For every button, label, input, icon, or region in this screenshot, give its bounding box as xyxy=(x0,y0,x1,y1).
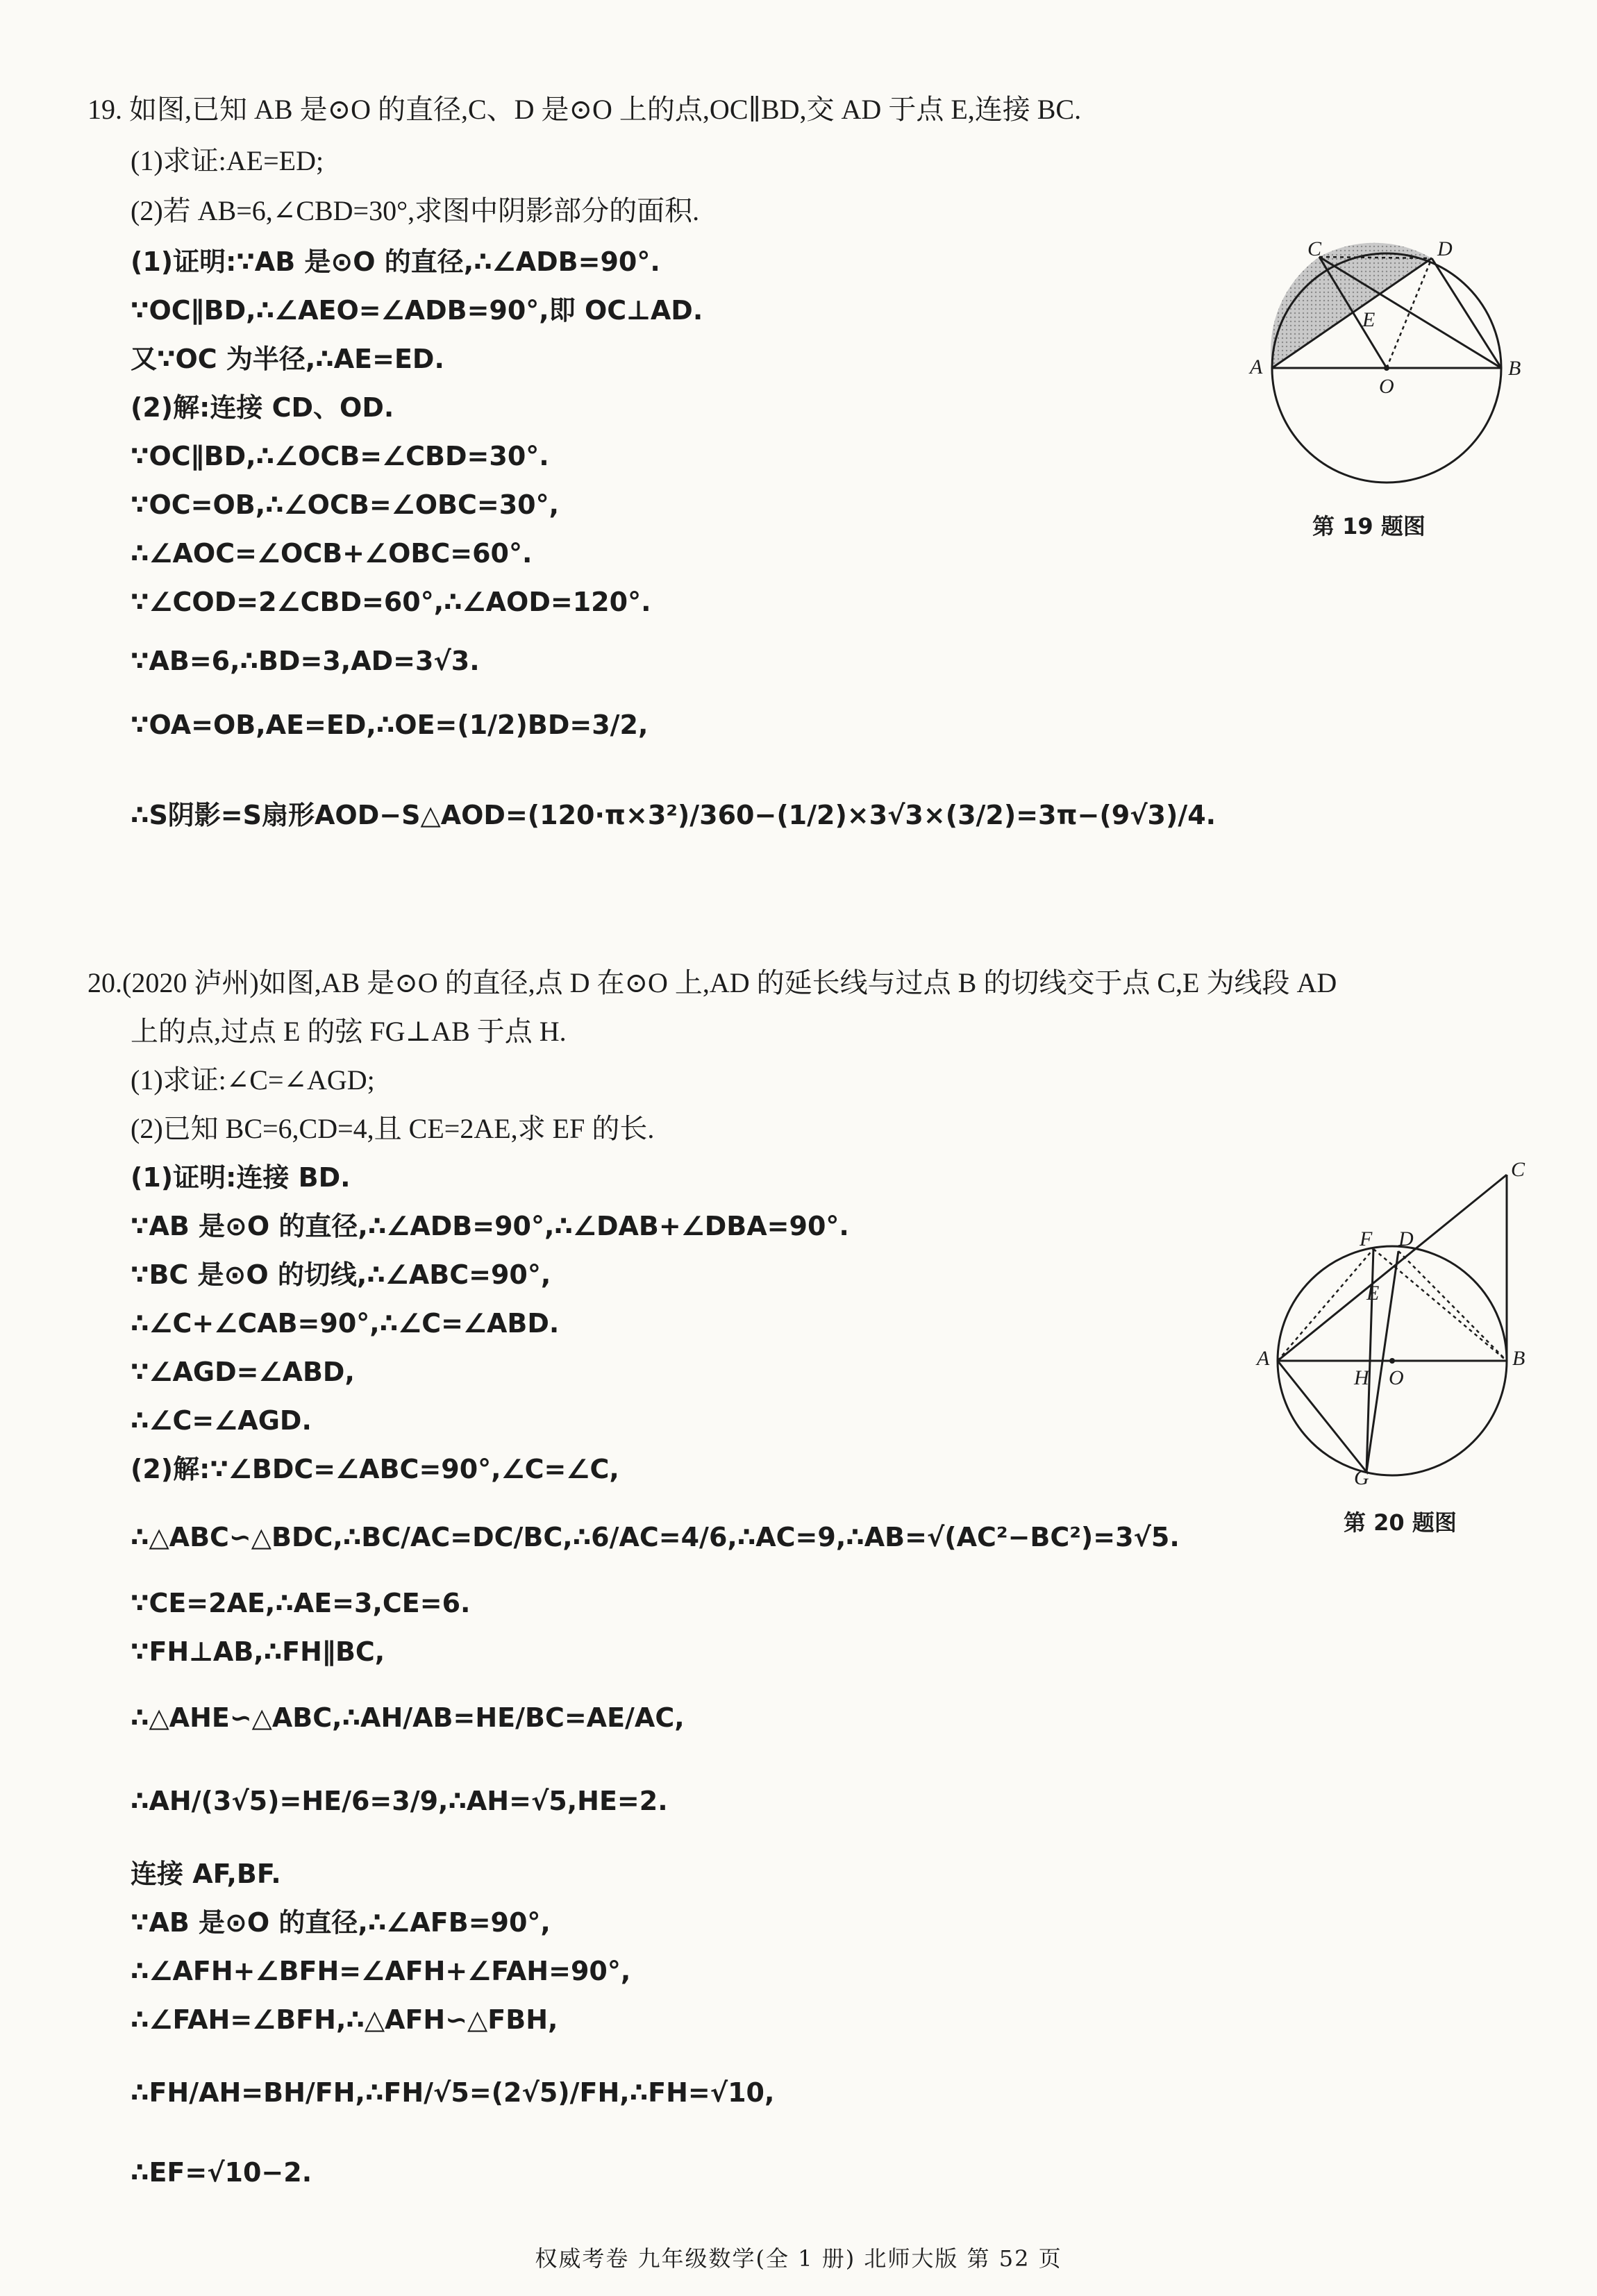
p20-figure-caption: 第 20 题图 xyxy=(1344,1509,1457,1536)
p20-sol-line: (1)证明:连接 BD. xyxy=(131,1162,351,1193)
p19-sol-line: (2)解:连接 CD、OD. xyxy=(131,392,394,423)
p20-sol-line: ∴FH/AH=BH/FH,∴FH/√5=(2√5)/FH,∴FH=√10, xyxy=(131,2077,775,2108)
p19-part-2: (2)若 AB=6,∠CBD=30°,求图中阴影部分的面积. xyxy=(131,195,700,226)
p20-part-2: (2)已知 BC=6,CD=4,且 CE=2AE,求 EF 的长. xyxy=(131,1113,655,1144)
label-d: D xyxy=(1437,237,1453,260)
p20-sol-line: ∵AB 是⊙O 的直径,∴∠ADB=90°,∴∠DAB+∠DBA=90°. xyxy=(131,1211,849,1241)
p19-sol-line: ∴S阴影=S扇形AOD−S△AOD=(120·π×3²)/360−(1/2)×3√3×(3/2)=3π−(9√3)/4. xyxy=(131,800,1216,830)
p19-sol-line: ∴∠AOC=∠OCB+∠OBC=60°. xyxy=(131,538,533,569)
p19-figure xyxy=(1243,236,1521,500)
p20-figure xyxy=(1250,1153,1541,1486)
p19-sol-line: ∵OC∥BD,∴∠AEO=∠ADB=90°,即 OC⊥AD. xyxy=(131,295,703,326)
p19-sol-line: ∵AB=6,∴BD=3,AD=3√3. xyxy=(131,646,480,676)
label-f: F xyxy=(1360,1227,1373,1250)
p19-stem: 19. 如图,已知 AB 是⊙O 的直径,C、D 是⊙O 上的点,OC∥BD,交 AD 于点 E,连接 BC. xyxy=(87,94,1082,125)
label-b: B xyxy=(1508,357,1521,380)
p20-sol-line: ∴△ABC∽△BDC,∴BC/AC=DC/BC,∴6/AC=4/6,∴AC=9,∴AB=√(AC²−BC²)=3√5. xyxy=(131,1522,1180,1552)
shaded-region xyxy=(1271,243,1432,368)
label-e: E xyxy=(1366,1282,1380,1305)
p20-sol-line: ∴AH/(3√5)=HE/6=3/9,∴AH=√5,HE=2. xyxy=(131,1786,668,1816)
label-d: D xyxy=(1398,1227,1414,1250)
label-e: E xyxy=(1362,308,1376,331)
p20-sol-line: ∴∠FAH=∠BFH,∴△AFH∽△FBH, xyxy=(131,2004,558,2035)
label-a: A xyxy=(1250,355,1263,378)
p20-sol-line: ∵FH⊥AB,∴FH∥BC, xyxy=(131,1636,385,1667)
p19-sol-line: 又∵OC 为半径,∴AE=ED. xyxy=(131,344,444,374)
p19-sol-line: ∵OA=OB,AE=ED,∴OE=(1/2)BD=3/2, xyxy=(131,710,649,740)
p20-sol-line: ∵CE=2AE,∴AE=3,CE=6. xyxy=(131,1588,471,1618)
p20-sol-line: ∴∠C+∠CAB=90°,∴∠C=∠ABD. xyxy=(131,1308,560,1339)
p20-sol-line: ∵BC 是⊙O 的切线,∴∠ABC=90°, xyxy=(131,1259,551,1290)
p19-sol-line: ∵∠COD=2∠CBD=60°,∴∠AOD=120°. xyxy=(131,587,651,617)
label-c: C xyxy=(1511,1158,1525,1181)
p19-part-1: (1)求证:AE=ED; xyxy=(131,145,324,176)
p20-sol-line: ∴∠C=∠AGD. xyxy=(131,1405,312,1436)
p20-sol-line: ∴EF=√10−2. xyxy=(131,2157,312,2188)
p20-sol-line: ∵AB 是⊙O 的直径,∴∠AFB=90°, xyxy=(131,1907,551,1938)
p20-part-1: (1)求证:∠C=∠AGD; xyxy=(131,1064,375,1096)
p20-sol-line: 连接 AF,BF. xyxy=(131,1859,281,1889)
label-c: C xyxy=(1307,237,1322,260)
label-b: B xyxy=(1512,1347,1525,1370)
p20-sol-line: ∵∠AGD=∠ABD, xyxy=(131,1357,355,1387)
label-g: G xyxy=(1354,1466,1369,1486)
p20-sol-line: ∴△AHE∽△ABC,∴AH/AB=HE/BC=AE/AC, xyxy=(131,1702,685,1733)
page-footer: 权威考卷 九年级数学(全 1 册) 北师大版 第 52 页 xyxy=(535,2245,1062,2272)
label-o: O xyxy=(1389,1366,1404,1389)
p20-stem-2: 上的点,过点 E 的弦 FG⊥AB 于点 H. xyxy=(131,1016,567,1047)
p20-sol-line: (2)解:∵∠BDC=∠ABC=90°,∠C=∠C, xyxy=(131,1454,619,1484)
p19-sol-line: ∵OC∥BD,∴∠OCB=∠CBD=30°. xyxy=(131,441,549,471)
p20-stem-1: 20.(2020 泸州)如图,AB 是⊙O 的直径,点 D 在⊙O 上,AD 的延长线与过点 B 的切线交于点 C,E 为线段 AD xyxy=(87,967,1337,998)
label-o: O xyxy=(1379,375,1394,398)
p19-figure-caption: 第 19 题图 xyxy=(1312,513,1425,539)
p19-sol-line: (1)证明:∵AB 是⊙O 的直径,∴∠ADB=90°. xyxy=(131,246,660,277)
label-h: H xyxy=(1354,1366,1369,1389)
label-a: A xyxy=(1257,1347,1270,1370)
p20-sol-line: ∴∠AFH+∠BFH=∠AFH+∠FAH=90°, xyxy=(131,1956,631,1986)
p19-sol-line: ∵OC=OB,∴∠OCB=∠OBC=30°, xyxy=(131,489,560,520)
